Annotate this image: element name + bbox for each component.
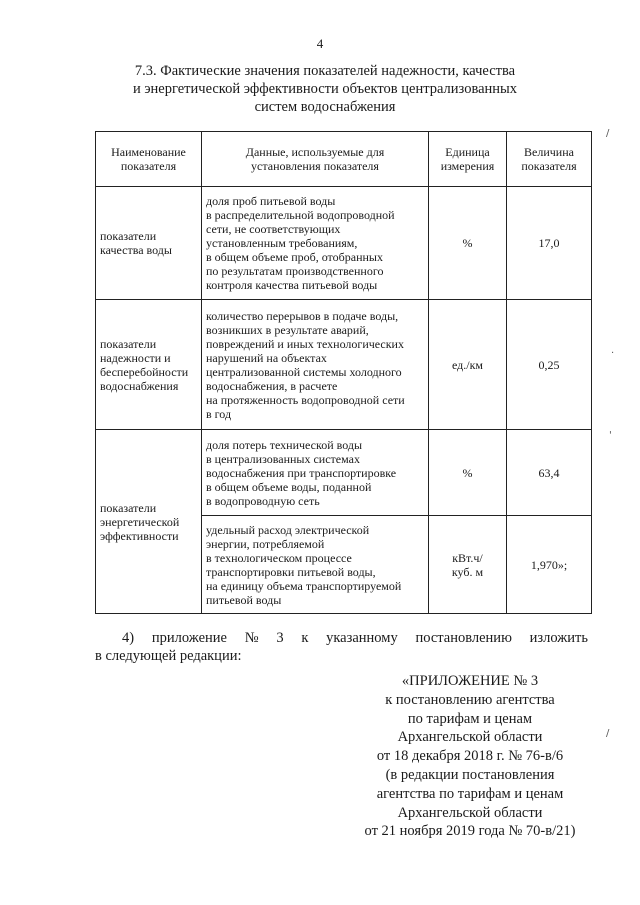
- indicator-value: 63,4: [507, 430, 592, 516]
- word: к: [301, 630, 309, 646]
- word: 4): [122, 630, 135, 646]
- section-title-line: 7.3. Фактические значения показателей надежности, качества: [134, 63, 516, 79]
- table-row: [96, 187, 592, 300]
- header-data: Данные, используемые для установления показателя: [202, 132, 429, 187]
- amendment-paragraph-first-line: [122, 629, 588, 647]
- indicator-value: 17,0: [507, 187, 592, 300]
- word: №: [244, 630, 259, 646]
- appendix-header: [340, 672, 600, 841]
- header-unit: Единица измерения: [429, 132, 507, 187]
- table-row: [96, 430, 592, 516]
- scan-speck: ': [609, 430, 612, 441]
- word: изложить: [529, 630, 588, 646]
- indicator-unit: ед./км: [429, 300, 507, 430]
- table-header-row: [96, 132, 592, 187]
- indicator-description: доля потерь технической воды в централизованных системах водоснабжения при транспортировке в общем объеме воды, поданной в водопроводную сеть: [202, 430, 429, 516]
- section-title: [110, 62, 540, 116]
- indicator-value: 0,25: [507, 300, 592, 430]
- page-number: 4: [316, 36, 324, 51]
- appendix-line: агентства по тарифам и ценам: [376, 785, 564, 802]
- indicator-unit: %: [429, 187, 507, 300]
- indicator-unit: кВт.ч/ куб. м: [429, 516, 507, 614]
- section-title-line: и энергетической эффективности объектов централизованных: [132, 81, 518, 97]
- amendment-paragraph: [95, 629, 588, 665]
- amendment-paragraph-second-line: в следующей редакции:: [95, 648, 242, 664]
- appendix-line: Архангельской области: [397, 729, 543, 746]
- scan-speck: ·: [611, 348, 615, 359]
- header-value: Величина показателя: [507, 132, 592, 187]
- scan-speck: /: [606, 128, 610, 139]
- header-name: Наименование показателя: [96, 132, 202, 187]
- word: указанному: [326, 630, 398, 646]
- indicator-group-name: показатели энергетической эффективности: [96, 430, 202, 614]
- appendix-line: от 18 декабря 2018 г. № 76-в/6: [376, 748, 564, 765]
- indicator-unit: %: [429, 430, 507, 516]
- table-row: [96, 300, 592, 430]
- indicator-description: доля проб питьевой воды в распределительной водопроводной сети, не соответствующих установленным требованиям, в общем объеме проб, отобранных по результатам производственного контроля качества питьевой воды: [202, 187, 429, 300]
- appendix-line: (в редакции постановления: [385, 766, 555, 783]
- appendix-line: по тарифам и ценам: [407, 710, 533, 727]
- indicator-description: удельный расход электрической энергии, потребляемой в технологическом процессе транспортировки питьевой воды, на единицу объема транспортируемой питьевой воды: [202, 516, 429, 614]
- appendix-line: к постановлению агентства: [385, 691, 555, 708]
- indicators-table: [95, 131, 592, 614]
- indicator-group-name: показатели надежности и бесперебойности водоснабжения: [96, 300, 202, 430]
- indicator-value: 1,970»;: [507, 516, 592, 614]
- word: приложение: [151, 630, 227, 646]
- section-title-line: систем водоснабжения: [254, 99, 396, 115]
- appendix-line: Архангельской области: [397, 804, 543, 821]
- word: постановлению: [415, 630, 512, 646]
- indicator-group-name: показатели качества воды: [96, 187, 202, 300]
- scan-speck: /: [606, 728, 610, 739]
- word: 3: [276, 630, 284, 646]
- appendix-line: от 21 ноября 2019 года № 70-в/21): [364, 823, 576, 840]
- indicator-description: количество перерывов в подаче воды, возникших в результате аварий, повреждений и иных технологических нарушений на объектах централизованной системы холодного водоснабжения, в расчете на протяженность водопроводной сети в год: [202, 300, 429, 430]
- appendix-line: «ПРИЛОЖЕНИЕ № 3: [401, 673, 539, 689]
